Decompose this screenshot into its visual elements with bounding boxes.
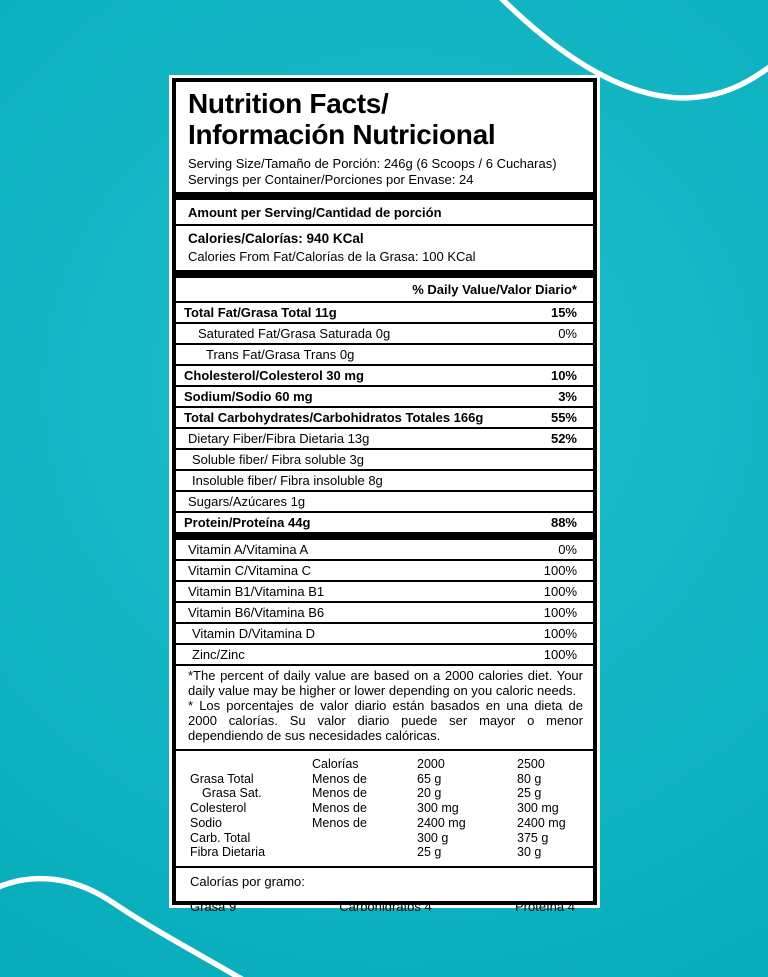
reference-table-cell: Grasa Total	[190, 771, 254, 786]
label-title	[188, 89, 581, 151]
thick-divider-bar	[176, 192, 593, 200]
calories-per-gram-item: Proteína 4	[515, 899, 575, 915]
reference-table-cell: 30 g	[517, 845, 542, 860]
nutrient-table	[176, 303, 593, 532]
vitamin-row	[176, 580, 593, 601]
servings-per-container: Servings per Container/Porciones por Envase: 24	[188, 171, 474, 187]
nutrient-row-label: Soluble fiber/ Fibra soluble 3g	[192, 452, 364, 468]
reference-table-cell: 300 mg	[517, 801, 559, 816]
vitamin-row-value: 100%	[543, 647, 577, 663]
nutrient-row	[176, 427, 593, 448]
nutrient-row	[176, 303, 593, 322]
nutrient-row-value: 88%	[550, 515, 577, 531]
reference-table-cell: 300 g	[417, 830, 449, 845]
reference-values-table	[190, 757, 581, 860]
daily-value-header: % Daily Value/Valor Diario*	[176, 278, 593, 303]
reference-table-cell	[312, 831, 417, 846]
vitamin-row	[176, 540, 593, 559]
reference-table-cell: 80 g	[517, 771, 542, 786]
reference-table-cell: 20 g	[417, 786, 442, 801]
vitamin-row	[176, 643, 593, 664]
reference-table-cell: 65 g	[417, 771, 442, 786]
nutrient-row-label: Sodium/Sodio 60 mg	[184, 389, 313, 405]
label-title-line1: Nutrition Facts/	[188, 88, 389, 119]
footnote-spanish: * Los porcentajes de valor diario están basados en una dieta de 2000 calorías. Su valor diario puede ser mayor o menor dependiendo de sus necesidades calóricas.	[188, 697, 583, 743]
vitamin-row-value: 100%	[543, 563, 577, 579]
nutrient-row-label: Sugars/Azúcares 1g	[188, 494, 306, 510]
reference-table-cell: Colesterol	[190, 801, 247, 816]
reference-table-cell: Grasa Sat.	[202, 786, 262, 801]
reference-table-cell: 2000	[417, 756, 445, 771]
reference-table-cell: 300 mg	[417, 801, 459, 816]
amount-per-serving: Amount per Serving/Cantidad de porción	[176, 200, 593, 226]
reference-table-cell: Calorías	[312, 756, 359, 771]
vitamin-row	[176, 601, 593, 622]
nutrient-row	[176, 322, 593, 343]
reference-table-cell: 2500	[517, 756, 545, 771]
reference-table-cell: Carb. Total	[190, 830, 251, 845]
calories-per-gram-title: Calorías por gramo:	[190, 874, 305, 890]
nutrient-row-label: Dietary Fiber/Fibra Dietaria 13g	[188, 431, 370, 447]
reference-table-cell: Menos de	[312, 815, 367, 830]
vitamin-row-label: Vitamin C/Vitamina C	[188, 563, 312, 579]
calories-from-fat: Calories From Fat/Calorías de la Grasa: 100 KCal	[188, 249, 476, 265]
vitamin-row-label: Vitamin B1/Vitamina B1	[188, 584, 325, 600]
nutrient-row-label: Total Carbohydrates/Carbohidratos Totales 166g	[184, 410, 484, 426]
nutrient-row-value: 55%	[550, 410, 577, 426]
vitamin-row	[176, 622, 593, 643]
vitamin-row-value: 100%	[543, 605, 577, 621]
thick-divider-bar	[176, 270, 593, 278]
footnote	[176, 664, 593, 749]
vitamin-row-label: Zinc/Zinc	[192, 647, 245, 663]
calories-per-gram-item: Grasa 9	[190, 899, 237, 915]
reference-table-cell: 25 g	[417, 845, 442, 860]
nutrient-row	[176, 490, 593, 511]
nutrient-row	[176, 385, 593, 406]
vitamin-row-value: 100%	[543, 584, 577, 600]
nutrient-row-label: Total Fat/Grasa Total 11g	[184, 305, 337, 321]
reference-table-cell	[312, 845, 417, 860]
reference-table-cell: Menos de	[312, 801, 367, 816]
calories-value: Calories/Calorías: 940 KCal	[188, 231, 364, 247]
reference-table-cell: Sodio	[190, 815, 222, 830]
reference-table-cell: Menos de	[312, 786, 367, 801]
nutrient-row-label: Trans Fat/Grasa Trans 0g	[206, 347, 355, 363]
nutrient-row-value: 0%	[558, 326, 577, 342]
reference-table-cell: 25 g	[517, 786, 542, 801]
serving-info	[188, 156, 581, 189]
nutrient-row-label: Cholesterol/Colesterol 30 mg	[184, 368, 364, 384]
label-title-line2: Información Nutricional	[188, 118, 496, 150]
nutrient-row	[176, 469, 593, 490]
nutrient-row-label: Insoluble fiber/ Fibra insoluble 8g	[192, 473, 383, 489]
nutrient-row-value: 10%	[550, 368, 577, 384]
nutrient-row-label: Saturated Fat/Grasa Saturada 0g	[198, 326, 391, 342]
reference-table-cell: Menos de	[312, 771, 367, 786]
vitamin-row-value: 0%	[558, 542, 577, 558]
calories-per-gram-items	[190, 899, 581, 914]
serving-size: Serving Size/Tamaño de Porción: 246g (6 Scoops / 6 Cucharas)	[188, 155, 557, 171]
reference-table-cell: 2400 mg	[417, 815, 466, 830]
nutrient-row	[176, 343, 593, 364]
nutrient-row-value: 52%	[550, 431, 577, 447]
vitamin-row-label: Vitamin B6/Vitamina B6	[188, 605, 325, 621]
reference-table-cell: 2400 mg	[517, 815, 566, 830]
nutrient-row-label: Protein/Proteína 44g	[184, 515, 311, 531]
vitamin-row-value: 100%	[543, 626, 577, 642]
nutrient-row	[176, 364, 593, 385]
nutrient-row-value: 3%	[558, 389, 577, 405]
thick-divider-bar	[176, 532, 593, 540]
vitamin-table	[176, 540, 593, 664]
calories-per-gram-section	[176, 866, 593, 922]
vitamin-row-label: Vitamin D/Vitamina D	[192, 626, 316, 642]
nutrient-row	[176, 448, 593, 469]
reference-values-section	[176, 749, 593, 866]
calories-section	[176, 226, 593, 270]
reference-table-cell	[190, 757, 312, 772]
vitamin-row-label: Vitamin A/Vitamina A	[188, 542, 309, 558]
reference-table-cell: 375 g	[517, 830, 549, 845]
reference-table-cell: Fibra Dietaria	[190, 845, 266, 860]
vitamin-row	[176, 559, 593, 580]
nutrition-facts-label	[172, 78, 597, 915]
label-header	[176, 82, 593, 192]
nutrient-row	[176, 406, 593, 427]
nutrient-row	[176, 511, 593, 532]
calories-per-gram-item: Carbohidratos 4	[339, 899, 432, 915]
footnote-english: *The percent of daily value are based on a 2000 calories diet. Your daily value may be higher or lower depending on you caloric needs.	[188, 668, 583, 699]
nutrient-row-value: 15%	[550, 305, 577, 321]
